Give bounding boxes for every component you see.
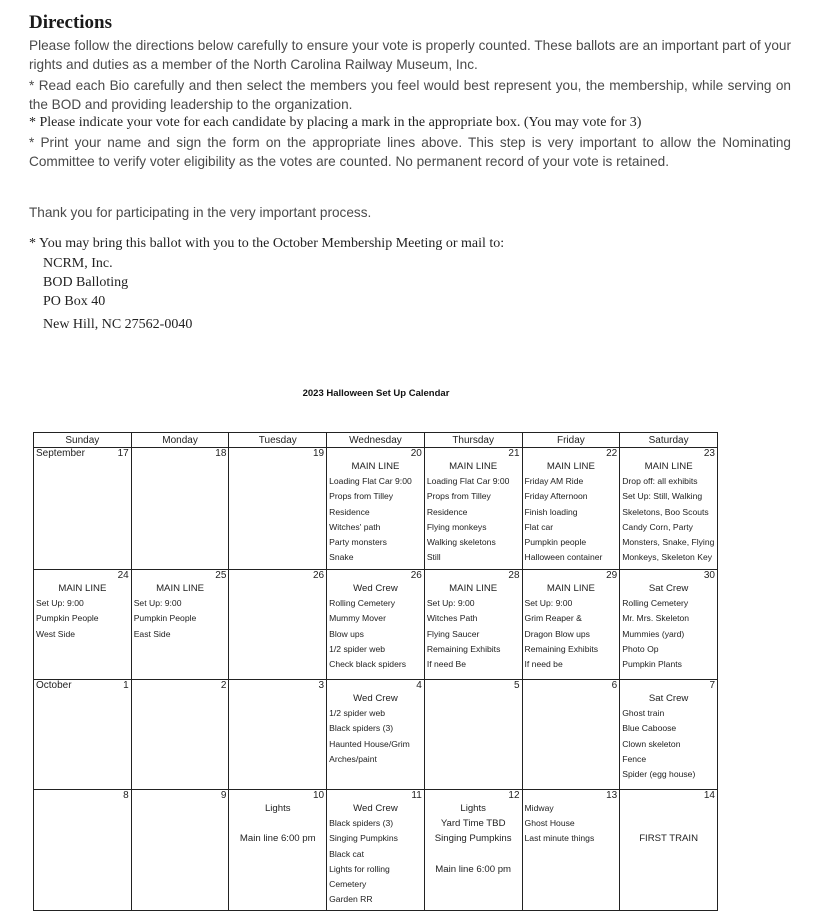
day-number: 22: [606, 448, 618, 459]
day-events: [523, 570, 620, 672]
day-number: 24: [117, 570, 129, 581]
day-number: 28: [508, 570, 520, 581]
day-cell: [620, 680, 718, 790]
day-cell: [424, 790, 522, 911]
event-line: Skeletons, Boo Scouts: [622, 506, 709, 517]
event-line: FIRST TRAIN: [639, 833, 699, 845]
event-line: Ghost House: [524, 818, 575, 829]
day-events: [229, 680, 326, 691]
event-heading: Wed Crew: [353, 583, 398, 594]
event-line: Main line 6:00 pm: [239, 833, 316, 845]
day-number: 9: [220, 790, 227, 801]
day-events: [620, 790, 717, 847]
day-events: [425, 570, 522, 672]
event-heading: Midway: [524, 803, 554, 813]
week-row: [34, 680, 718, 790]
day-events: [34, 570, 131, 642]
event-line: Rolling Cemetery: [329, 598, 396, 609]
day-events: [229, 448, 326, 459]
event-heading: Sat Crew: [648, 583, 689, 594]
day-number: 11: [411, 790, 422, 801]
day-number: 23: [703, 448, 715, 459]
day-events: [620, 448, 717, 565]
day-cell: [327, 790, 425, 911]
event-line: Monsters, Snake, Flying: [622, 537, 715, 548]
day-number: 8: [123, 790, 129, 801]
event-line: Black spiders (3): [329, 818, 394, 829]
directions-bullet-vote: * Please indicate your vote for each candidate by placing a mark in the appropriate box. (You may vote for 3): [29, 115, 642, 130]
day-number: 30: [703, 570, 715, 581]
event-line: Pumpkin Plants: [622, 659, 682, 670]
day-events: [132, 570, 229, 642]
event-heading: MAIN LINE: [351, 461, 400, 472]
day-cell: [327, 448, 425, 570]
event-line: West Side: [36, 628, 76, 639]
event-line: [231, 816, 324, 831]
weekday-header-row: [34, 433, 718, 448]
event-line: Mummies (yard): [622, 628, 685, 639]
event-line: Yard Time TBD: [440, 818, 506, 830]
event-line: Dragon Blow ups: [524, 628, 590, 639]
day-cell: [229, 448, 327, 570]
day-number: 4: [416, 680, 422, 691]
day-events: [229, 790, 326, 847]
day-number: 29: [606, 570, 618, 581]
event-line: 1/2 spider web: [329, 708, 386, 719]
event-line: Monkeys, Skeleton Key: [622, 552, 713, 563]
day-events: [327, 448, 424, 565]
event-line: Flat car: [524, 521, 554, 532]
event-line: Party monsters: [329, 537, 387, 548]
day-events: [620, 570, 717, 672]
day-cell: [131, 680, 229, 790]
halloween-calendar: [33, 432, 718, 911]
day-events: [132, 448, 229, 459]
event-line: Loading Flat Car 9:00: [426, 476, 510, 487]
day-events: [132, 680, 229, 691]
day-cell: [34, 790, 132, 911]
event-line: [622, 801, 715, 816]
event-line: Props from Tilley: [426, 491, 491, 502]
event-line: Flying Saucer: [426, 628, 480, 639]
event-line: Set Up: 9:00: [36, 598, 84, 609]
day-events: [620, 680, 717, 782]
day-events: [229, 570, 326, 581]
day-cell: [424, 680, 522, 790]
day-cell: [34, 570, 132, 680]
day-number: 3: [318, 680, 325, 691]
day-cell: [327, 570, 425, 680]
event-line: Clown skeleton: [622, 738, 681, 749]
day-events: [132, 790, 229, 801]
event-line: Mummy Mover: [329, 613, 386, 624]
address-line: NCRM, Inc.: [43, 256, 113, 271]
event-line: Black cat: [329, 848, 364, 859]
event-line: Last minute things: [524, 833, 595, 844]
weekday-header: Wednesday: [327, 433, 425, 448]
month-label: September: [36, 448, 85, 459]
event-line: Set Up: 9:00: [133, 598, 182, 609]
day-cell: [522, 570, 620, 680]
event-line: Witches Path: [426, 613, 478, 624]
event-line: 1/2 spider web: [329, 643, 386, 654]
event-line: Walking skeletons: [426, 537, 496, 548]
event-line: If need Be: [426, 659, 466, 670]
event-line: Blow ups: [329, 628, 364, 639]
day-cell: [229, 790, 327, 911]
event-line: Finish loading: [524, 506, 578, 517]
day-cell: [424, 570, 522, 680]
day-number: 20: [410, 448, 422, 459]
directions-title: Directions: [29, 12, 113, 33]
day-number: 12: [508, 790, 520, 801]
day-events: [327, 680, 424, 767]
day-number: 7: [709, 680, 715, 691]
event-line: Arches/paint: [329, 753, 377, 764]
day-cell: [620, 790, 718, 911]
day-events: [523, 790, 620, 847]
event-line: Main line 6:00 pm: [435, 863, 512, 875]
event-line: Set Up: Still, Walking: [622, 491, 703, 502]
address-line: PO Box 40: [43, 294, 106, 309]
day-number: 1: [123, 680, 129, 691]
event-line: Candy Corn, Party: [622, 521, 693, 532]
day-events: [425, 680, 522, 691]
weekday-header: Monday: [131, 433, 229, 448]
day-events: [425, 448, 522, 565]
event-heading: Sat Crew: [648, 693, 689, 704]
event-line: Halloween container: [524, 552, 603, 563]
weekday-header: Thursday: [424, 433, 522, 448]
weekday-header: Saturday: [620, 433, 718, 448]
event-line: Pumpkin people: [524, 537, 587, 548]
event-line: Haunted House/Grim: [329, 738, 410, 749]
event-line: Garden RR: [329, 894, 373, 905]
event-line: If need be: [524, 659, 563, 670]
day-number: 14: [703, 790, 715, 801]
event-line: Lights for rolling: [329, 863, 390, 874]
day-cell: [424, 448, 522, 570]
event-heading: Wed Crew: [353, 693, 398, 704]
event-line: Drop off: all exhibits: [622, 476, 698, 487]
directions-intro: Please follow the directions below carefully to ensure your vote is properly counted. These ballots are an important part of your rights and duties as a member of the North Carolina Railway Museum, Inc.: [29, 38, 791, 72]
day-cell: [34, 680, 132, 790]
event-line: Witches' path: [329, 521, 381, 532]
directions-bullet-sign: * Print your name and sign the form on the appropriate lines above. This step is very important to allow the Nominating Committee to verify voter eligibility as the votes are counted. No permanent record of your vote is retained.: [29, 135, 791, 169]
directions-thanks: Thank you for participating in the very important process.: [29, 205, 372, 220]
day-cell: [522, 790, 620, 911]
event-line: Singing Pumpkins: [329, 833, 398, 844]
day-cell: [229, 570, 327, 680]
event-heading: Lights: [264, 803, 291, 814]
event-line: Singing Pumpkins: [434, 833, 512, 845]
day-cell: [620, 570, 718, 680]
week-row: [34, 448, 718, 570]
event-line: Residence: [426, 506, 468, 517]
day-cell: [327, 680, 425, 790]
event-line: Pumpkin People: [36, 613, 99, 624]
event-line: Set Up: 9:00: [426, 598, 475, 609]
day-events: [523, 680, 620, 691]
directions-bullet-mail: * You may bring this ballot with you to the October Membership Meeting or mail to:: [29, 236, 505, 251]
event-line: [427, 847, 520, 862]
event-line: Set Up: 9:00: [524, 598, 573, 609]
event-line: Cemetery: [329, 879, 367, 890]
event-heading: Wed Crew: [353, 803, 398, 814]
event-line: Props from Tilley: [329, 491, 394, 502]
event-line: Ghost train: [622, 708, 665, 719]
day-number: 6: [611, 680, 618, 691]
day-number: 13: [606, 790, 618, 801]
event-line: Snake: [329, 552, 354, 563]
day-number: 19: [312, 448, 325, 459]
weekday-header: Sunday: [34, 433, 132, 448]
event-line: Residence: [329, 506, 370, 517]
event-heading: MAIN LINE: [644, 461, 693, 472]
day-cell: [620, 448, 718, 570]
address-line: New Hill, NC 27562-0040: [43, 317, 193, 332]
event-line: Mr. Mrs. Skeleton: [622, 613, 690, 624]
event-line: East Side: [133, 628, 171, 639]
day-number: 25: [215, 570, 227, 581]
calendar-title: 2023 Halloween Set Up Calendar: [302, 388, 450, 399]
day-cell: [522, 680, 620, 790]
event-line: Rolling Cemetery: [622, 598, 689, 609]
day-cell: [131, 790, 229, 911]
event-heading: MAIN LINE: [449, 583, 498, 594]
event-line: Friday AM Ride: [524, 476, 584, 487]
address-line: BOD Balloting: [43, 275, 129, 290]
day-number: 26: [312, 570, 325, 581]
event-line: Black spiders (3): [329, 723, 394, 734]
event-line: Friday Afternoon: [524, 491, 588, 502]
day-cell: [131, 448, 229, 570]
event-line: Grim Reaper &: [524, 613, 582, 624]
month-label: October: [36, 680, 72, 691]
week-row: [34, 570, 718, 680]
event-line: Photo Op: [622, 643, 659, 654]
event-line: [622, 816, 715, 831]
day-number: 21: [508, 448, 520, 459]
day-number: 10: [312, 790, 325, 801]
day-cell: [34, 448, 132, 570]
event-line: Blue Caboose: [622, 723, 677, 734]
event-line: Still: [426, 552, 441, 563]
event-heading: MAIN LINE: [449, 461, 498, 472]
event-heading: MAIN LINE: [58, 583, 107, 594]
directions-bullet-read-bio: * Read each Bio carefully and then select the members you feel would best represent you, the membership, while serving on the BOD and providing leadership to the organization.: [29, 78, 791, 112]
event-line: Pumpkin People: [133, 613, 197, 624]
event-line: Loading Flat Car 9:00: [329, 476, 412, 487]
day-number: 5: [513, 680, 520, 691]
event-line: Spider (egg house): [622, 769, 696, 780]
day-events: [425, 790, 522, 877]
event-line: Check black spiders: [329, 659, 407, 670]
day-number: 26: [410, 570, 422, 581]
event-line: Remaining Exhibits: [426, 643, 501, 654]
day-number: 18: [215, 448, 227, 459]
weekday-header: Tuesday: [229, 433, 327, 448]
event-line: Flying monkeys: [426, 521, 487, 532]
day-cell: [522, 448, 620, 570]
day-events: [327, 570, 424, 672]
week-row: [34, 790, 718, 911]
event-line: Fence: [622, 753, 647, 764]
event-heading: MAIN LINE: [546, 461, 595, 472]
day-cell: [131, 570, 229, 680]
event-heading: Lights: [460, 803, 486, 814]
day-number: 2: [220, 680, 227, 691]
weekday-header: Friday: [522, 433, 620, 448]
day-events: [523, 448, 620, 565]
day-events: [34, 790, 131, 801]
event-heading: MAIN LINE: [546, 583, 595, 594]
day-events: [327, 790, 424, 907]
event-line: Remaining Exhibits: [524, 643, 599, 654]
day-cell: [229, 680, 327, 790]
day-number: 17: [117, 448, 129, 459]
event-heading: MAIN LINE: [156, 583, 205, 594]
